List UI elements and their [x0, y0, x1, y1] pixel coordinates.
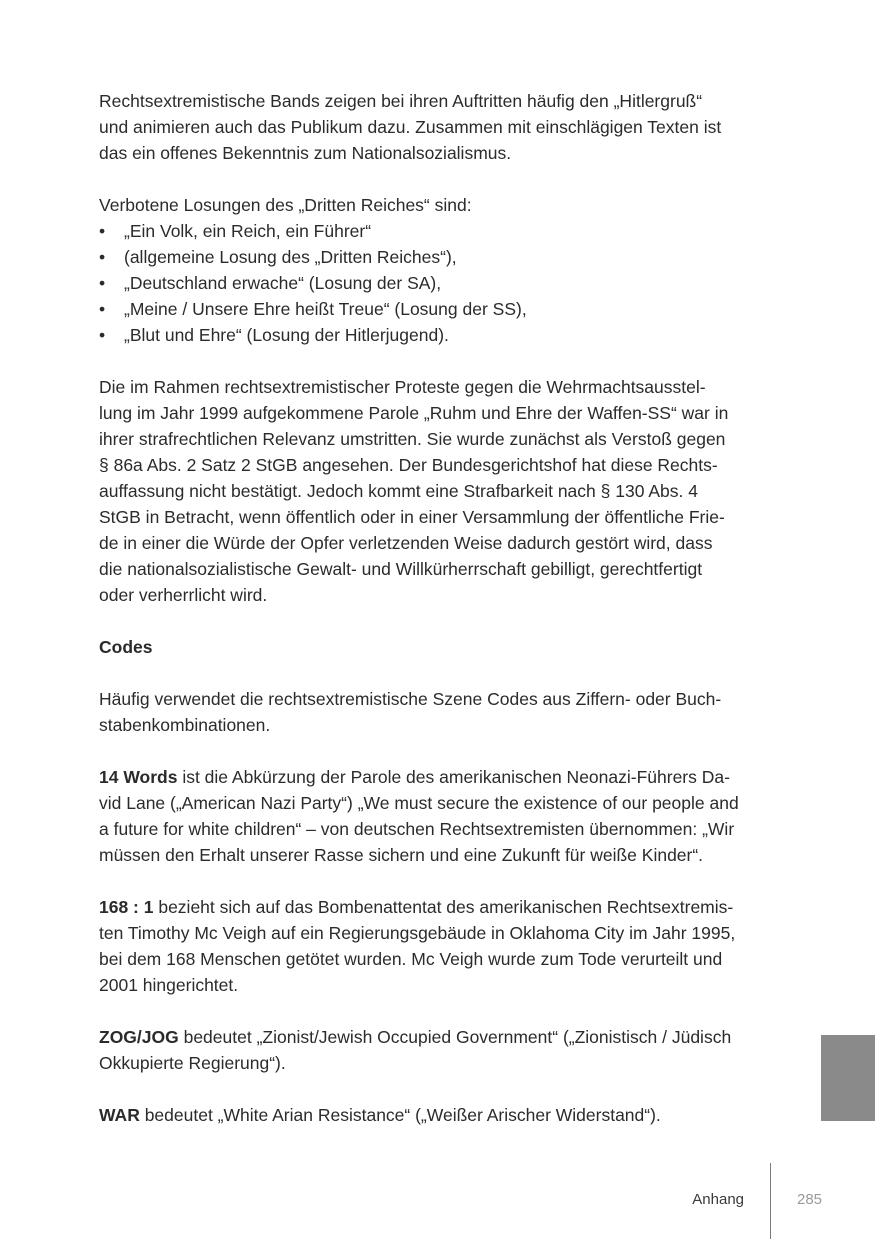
slogan-list	[99, 218, 770, 348]
code-text: ist die Abkürzung der Parole des amerikanischen Neonazi-Führers Da-	[177, 767, 730, 787]
protest-line: die nationalsozialistische Gewalt- und Willkürherrschaft gebilligt, gerechtfertigt	[99, 559, 703, 579]
section-heading: Codes	[99, 637, 153, 657]
code-text: bedeutet „White Arian Resistance“ („Weißer Arischer Widerstand“).	[139, 1105, 661, 1125]
code-text: bei dem 168 Menschen getötet wurden. Mc Veigh wurde zum Tode verurteilt und	[99, 949, 723, 969]
protest-paragraph	[99, 374, 770, 608]
codes-intro-line: Häufig verwendet die rechtsextremistische Szene Codes aus Ziffern- oder Buch-	[99, 689, 722, 709]
protest-line: lung im Jahr 1999 aufgekommene Parole „Ruhm und Ehre der Waffen-SS“ war in	[99, 403, 729, 423]
protest-line: Die im Rahmen rechtsextremistischer Proteste gegen die Wehrmachtsausstel-	[99, 377, 706, 397]
slogan-text: „Blut und Ehre“ (Losung der Hitlerjugend).	[124, 325, 449, 345]
code-war-paragraph	[99, 1102, 770, 1128]
code-text: Okkupierte Regierung“).	[99, 1053, 286, 1073]
protest-line: ihrer strafrechtlichen Relevanz umstritten. Sie wurde zunächst als Verstoß gegen	[99, 429, 726, 449]
list-item	[99, 270, 770, 296]
footer-divider	[770, 1163, 771, 1239]
slogan-text: (allgemeine Losung des „Dritten Reiches“),	[124, 247, 457, 267]
protest-line: § 86a Abs. 2 Satz 2 StGB angesehen. Der Bundesgerichtshof hat diese Rechts-	[99, 455, 718, 475]
code-text: 2001 hingerichtet.	[99, 975, 239, 995]
slogan-text: „Ein Volk, ein Reich, ein Führer“	[124, 221, 372, 241]
protest-line: auffassung nicht bestätigt. Jedoch kommt eine Strafbarkeit nach § 130 Abs. 4	[99, 481, 698, 501]
protest-line: de in einer die Würde der Opfer verletzenden Weise dadurch gestört wird, dass	[99, 533, 713, 553]
code-term: 168 : 1	[99, 897, 154, 917]
code-14-words-paragraph	[99, 764, 770, 868]
code-zog-paragraph	[99, 1024, 770, 1076]
list-item	[99, 296, 770, 322]
intro-line: das ein offenes Bekenntnis zum Nationalsozialismus.	[99, 143, 512, 163]
bullet-icon: •	[99, 247, 106, 267]
footer-section-label: Anhang	[692, 1191, 744, 1208]
list-item	[99, 218, 770, 244]
intro-paragraph	[99, 88, 770, 166]
code-text: vid Lane („American Nazi Party“) „We must secure the existence of our people and	[99, 793, 739, 813]
page-number: 285	[797, 1191, 823, 1208]
intro-line: Rechtsextremistische Bands zeigen bei ihren Auftritten häufig den „Hitlergruß“	[99, 91, 703, 111]
code-text: bezieht sich auf das Bombenattentat des amerikanischen Rechtsextremis-	[153, 897, 734, 917]
slogan-text: „Deutschland erwache“ (Losung der SA),	[124, 273, 442, 293]
slogan-text: „Meine / Unsere Ehre heißt Treue“ (Losung der SS),	[124, 299, 527, 319]
code-term: 14 Words	[99, 767, 178, 787]
chapter-thumb-tab	[821, 1035, 875, 1121]
code-term: ZOG/JOG	[99, 1027, 179, 1047]
code-168-paragraph	[99, 894, 770, 998]
bullet-icon: •	[99, 221, 106, 241]
protest-line: oder verherrlicht wird.	[99, 585, 268, 605]
page-body	[99, 88, 770, 1128]
bullet-icon: •	[99, 299, 106, 319]
bullet-icon: •	[99, 325, 106, 345]
protest-line: StGB in Betracht, wenn öffentlich oder in einer Versammlung der öffentliche Frie-	[99, 507, 725, 527]
code-text: bedeutet „Zionist/Jewish Occupied Government“ („Zionistisch / Jüdisch	[178, 1027, 732, 1047]
bullet-icon: •	[99, 273, 106, 293]
code-text: müssen den Erhalt unserer Rasse sichern und eine Zukunft für weiße Kinder“.	[99, 845, 704, 865]
list-item	[99, 244, 770, 270]
code-text: a future for white children“ – von deutschen Rechtsextremisten übernommen: „Wir	[99, 819, 735, 839]
slogans-lead: Verbotene Losungen des „Dritten Reiches“ sind:	[99, 195, 472, 215]
codes-intro-paragraph	[99, 686, 770, 738]
code-term: WAR	[99, 1105, 140, 1125]
list-item	[99, 322, 770, 348]
intro-line: und animieren auch das Publikum dazu. Zusammen mit einschlägigen Texten ist	[99, 117, 722, 137]
codes-intro-line: stabenkombinationen.	[99, 715, 271, 735]
code-text: ten Timothy Mc Veigh auf ein Regierungsgebäude in Oklahoma City im Jahr 1995,	[99, 923, 736, 943]
